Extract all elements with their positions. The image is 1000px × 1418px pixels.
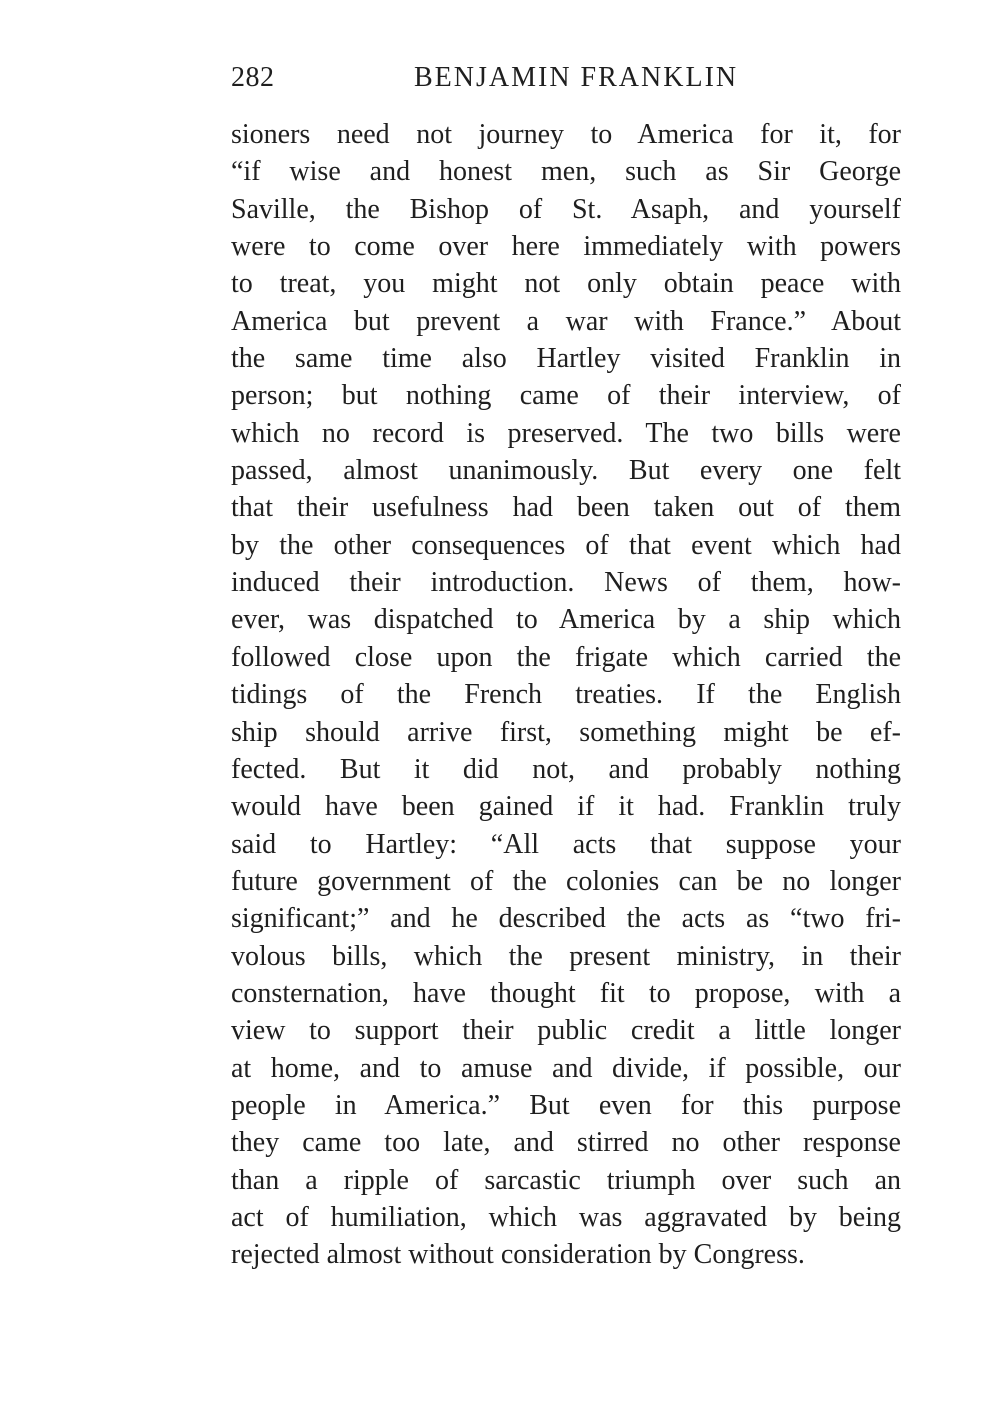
text-line: Saville, the Bishop of St. Asaph, and yourself: [231, 193, 901, 225]
text-line: followed close upon the frigate which carried the: [231, 641, 901, 673]
text-line: induced their introduction. News of them, how-: [231, 567, 901, 599]
page-number: 282: [231, 62, 275, 93]
text-line: act of humiliation, which was aggravated by being: [231, 1201, 901, 1233]
text-line: said to Hartley: “All acts that suppose your: [231, 828, 901, 860]
text-line: future government of the colonies can be no longer: [231, 865, 901, 897]
text-line: the same time also Hartley visited Franklin in: [231, 343, 901, 375]
text-line: America but prevent a war with France.” About: [231, 305, 901, 337]
text-line: volous bills, which the present ministry, in their: [231, 940, 901, 972]
text-line: people in America.” But even for this purpose: [231, 1089, 901, 1121]
text-line: would have been gained if it had. Franklin truly: [231, 791, 901, 823]
text-line: they came too late, and stirred no other response: [231, 1127, 901, 1159]
text-line: view to support their public credit a little longer: [231, 1015, 901, 1047]
text-line: rejected almost without consideration by Congress.: [231, 1239, 805, 1271]
text-line: than a ripple of sarcastic triumph over such an: [231, 1164, 901, 1196]
running-head: [231, 58, 901, 98]
text-line: ship should arrive first, something might be ef-: [231, 716, 901, 748]
text-line: sioners need not journey to America for it, for: [231, 119, 901, 150]
text-line: passed, almost unanimously. But every one felt: [231, 455, 901, 487]
text-line: “if wise and honest men, such as Sir George: [231, 156, 901, 188]
text-line: tidings of the French treaties. If the English: [231, 679, 901, 711]
text-line: that their usefulness had been taken out of them: [231, 492, 901, 524]
text-line: fected. But it did not, and probably nothing: [231, 753, 901, 785]
text-line: consternation, have thought fit to propose, with a: [231, 977, 901, 1009]
text-line: significant;” and he described the acts as “two fri-: [231, 903, 901, 935]
text-line: were to come over here immediately with powers: [231, 231, 901, 263]
text-line: to treat, you might not only obtain peace with: [231, 268, 901, 300]
text-line: at home, and to amuse and divide, if possible, our: [231, 1052, 901, 1084]
text-line: which no record is preserved. The two bills were: [231, 417, 901, 449]
text-line: person; but nothing came of their interview, of: [231, 380, 901, 412]
text-line: ever, was dispatched to America by a ship which: [231, 604, 901, 636]
running-title: BENJAMIN FRANKLIN: [414, 62, 739, 93]
body-text: [231, 116, 901, 1274]
text-line: by the other consequences of that event which had: [231, 529, 901, 561]
